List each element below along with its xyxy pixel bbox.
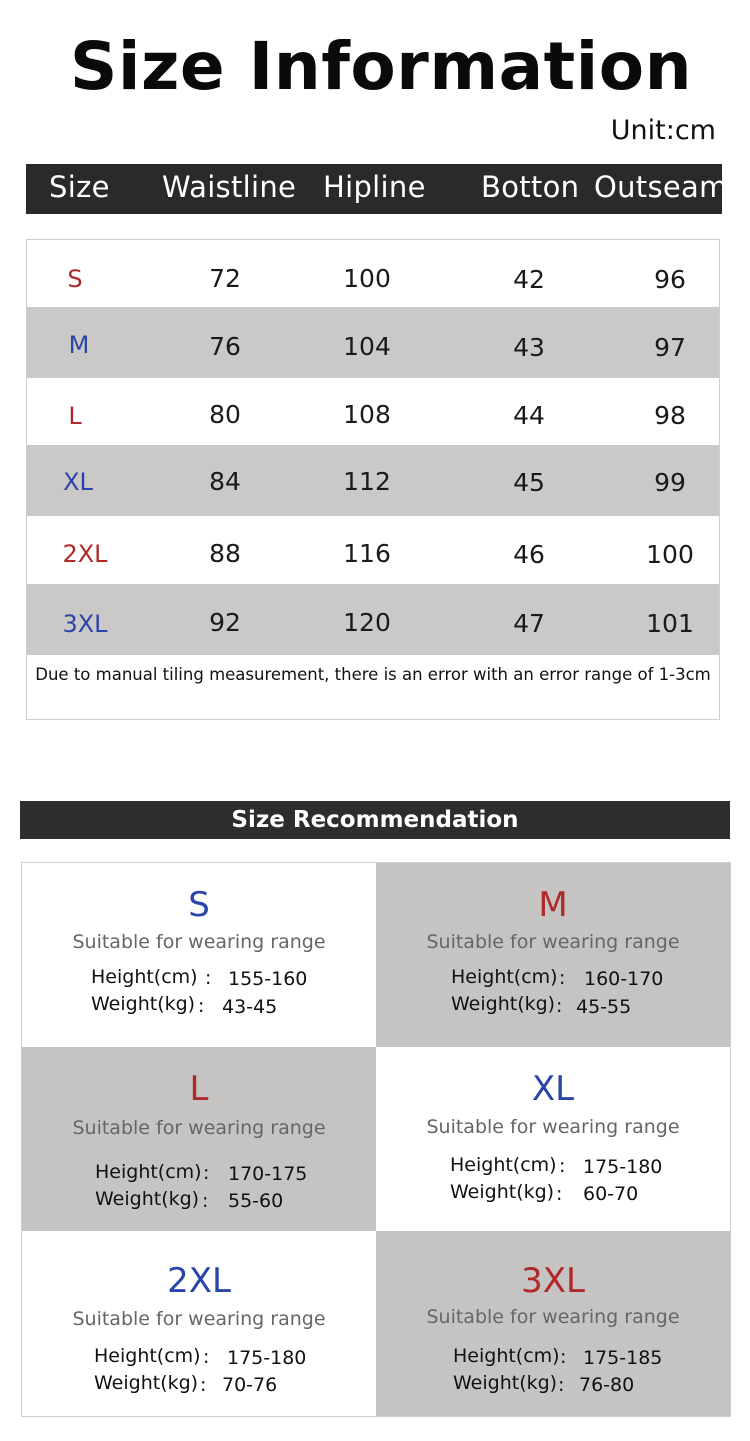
- card-suitable: Suitable for wearing range: [426, 931, 680, 953]
- size-card-xl: [376, 1047, 730, 1231]
- row-outseam: 98: [654, 401, 686, 430]
- height-label: Height(cm): [95, 1161, 202, 1183]
- table-row: [27, 378, 719, 445]
- colon: :: [559, 1155, 566, 1177]
- table-row: [27, 584, 719, 655]
- recommendation-grid: [21, 862, 731, 1417]
- weight-value: 43-45: [222, 996, 278, 1018]
- row-waistline: 80: [209, 400, 241, 429]
- row-size: 2XL: [62, 540, 108, 568]
- colon: :: [203, 1162, 210, 1184]
- row-hipline: 112: [343, 467, 391, 496]
- row-waistline: 92: [209, 608, 241, 637]
- height-value: 160-170: [584, 968, 664, 990]
- header-waistline: Waistline: [162, 170, 297, 204]
- card-suitable: Suitable for wearing range: [72, 931, 326, 953]
- row-size: M: [68, 331, 90, 359]
- height-label: Height(cm): [453, 1345, 560, 1367]
- card-suitable: Suitable for wearing range: [426, 1116, 680, 1138]
- height-label: Height(cm): [91, 966, 198, 988]
- weight-label: Weight(kg): [91, 993, 196, 1015]
- row-hipline: 104: [343, 332, 391, 361]
- row-hipline: 120: [343, 608, 391, 637]
- card-size: M: [538, 885, 568, 925]
- row-botton: 44: [513, 401, 545, 430]
- weight-label: Weight(kg): [451, 993, 556, 1015]
- row-waistline: 72: [209, 264, 241, 293]
- row-waistline: 76: [209, 332, 241, 361]
- card-size: XL: [531, 1069, 575, 1109]
- weight-value: 76-80: [579, 1374, 635, 1396]
- weight-label: Weight(kg): [453, 1372, 558, 1394]
- weight-label: Weight(kg): [95, 1188, 200, 1210]
- header-size: Size: [49, 170, 110, 204]
- card-size: S: [188, 885, 210, 925]
- row-waistline: 84: [209, 467, 241, 496]
- height-label: Height(cm): [451, 966, 558, 988]
- measurement-note: Due to manual tiling measurement, there is an error with an error range of 1-3cm: [35, 665, 711, 684]
- height-value: 175-180: [227, 1347, 307, 1369]
- row-outseam: 99: [654, 468, 686, 497]
- colon: :: [556, 995, 563, 1017]
- card-size: 2XL: [167, 1261, 231, 1301]
- table-row: [27, 516, 719, 584]
- height-value: 170-175: [228, 1163, 308, 1185]
- row-botton: 47: [513, 609, 545, 638]
- recommendation-title: Size Recommendation: [20, 801, 730, 839]
- table-header: [26, 164, 728, 214]
- row-botton: 43: [513, 333, 545, 362]
- size-table: [26, 239, 720, 720]
- row-hipline: 108: [343, 400, 391, 429]
- colon: :: [202, 1190, 209, 1212]
- table-row: [27, 445, 719, 516]
- card-size: L: [189, 1069, 209, 1109]
- row-size: L: [68, 402, 82, 430]
- row-hipline: 100: [343, 264, 391, 293]
- page-title: Size Information: [69, 28, 693, 105]
- height-value: 155-160: [228, 968, 308, 990]
- weight-value: 55-60: [228, 1190, 284, 1212]
- height-label: Height(cm): [450, 1154, 557, 1176]
- size-card-2xl: [22, 1231, 376, 1416]
- unit-label: Unit:cm: [610, 115, 716, 146]
- row-botton: 42: [513, 265, 545, 294]
- colon: :: [559, 967, 566, 989]
- row-size: 3XL: [62, 610, 108, 638]
- size-card-m: [376, 863, 730, 1047]
- card-suitable: Suitable for wearing range: [72, 1308, 326, 1330]
- weight-label: Weight(kg): [94, 1372, 199, 1394]
- header-hipline: Hipline: [323, 170, 426, 204]
- row-outseam: 97: [654, 333, 686, 362]
- row-waistline: 88: [209, 539, 241, 568]
- weight-value: 60-70: [583, 1183, 639, 1205]
- height-value: 175-180: [583, 1156, 663, 1178]
- table-row: [27, 307, 719, 378]
- table-row: [27, 240, 719, 307]
- row-botton: 45: [513, 468, 545, 497]
- row-outseam: 100: [646, 540, 694, 569]
- weight-label: Weight(kg): [450, 1181, 555, 1203]
- row-botton: 46: [513, 540, 545, 569]
- colon: :: [203, 1346, 210, 1368]
- card-suitable: Suitable for wearing range: [72, 1117, 326, 1139]
- row-hipline: 116: [343, 539, 391, 568]
- row-outseam: 96: [654, 265, 686, 294]
- card-suitable: Suitable for wearing range: [426, 1306, 680, 1328]
- row-size: XL: [63, 468, 93, 496]
- row-outseam: 101: [646, 609, 694, 638]
- header-outseam: Outseam: [594, 170, 728, 204]
- colon: :: [205, 967, 212, 989]
- weight-value: 70-76: [222, 1374, 278, 1396]
- row-size: S: [67, 265, 83, 293]
- size-card-s: [22, 863, 376, 1047]
- colon: :: [560, 1346, 567, 1368]
- height-value: 175-185: [583, 1347, 663, 1369]
- colon: :: [558, 1374, 565, 1396]
- weight-value: 45-55: [576, 996, 632, 1018]
- colon: :: [556, 1183, 563, 1205]
- size-card-l: [22, 1047, 376, 1231]
- colon: :: [200, 1374, 207, 1396]
- size-card-3xl: [376, 1231, 730, 1416]
- colon: :: [198, 995, 205, 1017]
- card-size: 3XL: [521, 1261, 585, 1301]
- height-label: Height(cm): [94, 1345, 201, 1367]
- header-botton: Botton: [481, 170, 580, 204]
